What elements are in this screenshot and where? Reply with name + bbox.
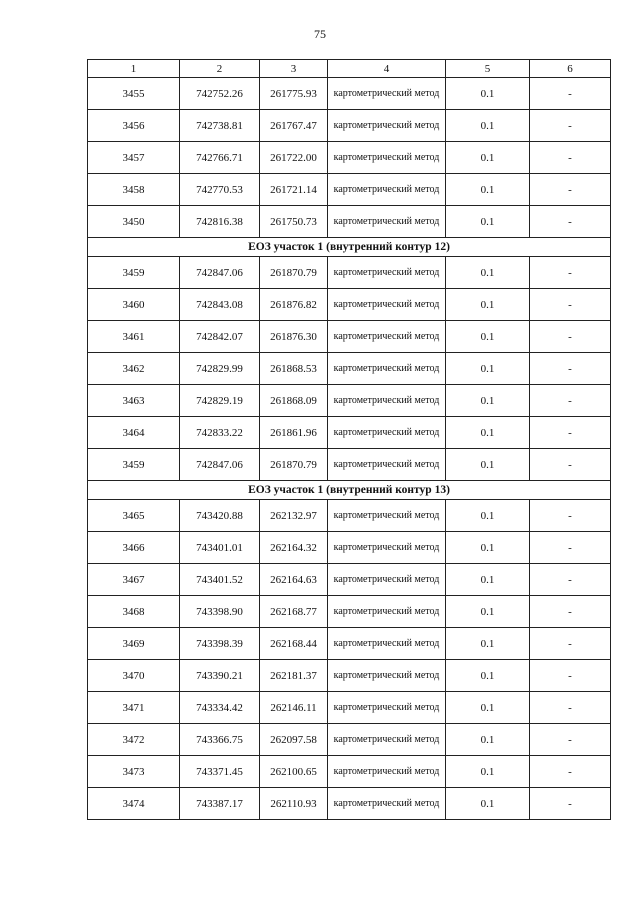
accuracy-cell: 0.1 xyxy=(446,692,530,724)
note-cell: - xyxy=(530,500,611,532)
method-cell: картометрический метод xyxy=(328,449,446,481)
method-cell: картометрический метод xyxy=(328,788,446,820)
section-title: ЕОЗ участок 1 (внутренний контур 12) xyxy=(88,238,611,257)
point-number-cell: 3457 xyxy=(88,142,180,174)
method-cell: картометрический метод xyxy=(328,724,446,756)
point-number-cell: 3467 xyxy=(88,564,180,596)
point-number-cell: 3460 xyxy=(88,289,180,321)
y-coordinate-cell: 262100.65 xyxy=(260,756,328,788)
point-number-cell: 3470 xyxy=(88,660,180,692)
column-header-2: 2 xyxy=(180,60,260,78)
accuracy-cell: 0.1 xyxy=(446,289,530,321)
table-row xyxy=(88,110,611,142)
accuracy-cell: 0.1 xyxy=(446,174,530,206)
accuracy-cell: 0.1 xyxy=(446,788,530,820)
method-cell: картометрический метод xyxy=(328,596,446,628)
y-coordinate-cell: 262146.11 xyxy=(260,692,328,724)
method-cell: картометрический метод xyxy=(328,628,446,660)
table-row xyxy=(88,596,611,628)
note-cell: - xyxy=(530,174,611,206)
method-cell: картометрический метод xyxy=(328,321,446,353)
note-cell: - xyxy=(530,564,611,596)
x-coordinate-cell: 742847.06 xyxy=(180,449,260,481)
column-header-3: 3 xyxy=(260,60,328,78)
accuracy-cell: 0.1 xyxy=(446,78,530,110)
x-coordinate-cell: 742829.19 xyxy=(180,385,260,417)
table-row xyxy=(88,449,611,481)
method-cell: картометрический метод xyxy=(328,385,446,417)
method-cell: картометрический метод xyxy=(328,142,446,174)
note-cell: - xyxy=(530,206,611,238)
y-coordinate-cell: 262181.37 xyxy=(260,660,328,692)
accuracy-cell: 0.1 xyxy=(446,724,530,756)
y-coordinate-cell: 261870.79 xyxy=(260,449,328,481)
y-coordinate-cell: 261876.82 xyxy=(260,289,328,321)
method-cell: картометрический метод xyxy=(328,500,446,532)
accuracy-cell: 0.1 xyxy=(446,417,530,449)
x-coordinate-cell: 743401.01 xyxy=(180,532,260,564)
note-cell: - xyxy=(530,257,611,289)
table-row xyxy=(88,174,611,206)
method-cell: картометрический метод xyxy=(328,564,446,596)
x-coordinate-cell: 743398.39 xyxy=(180,628,260,660)
table-row xyxy=(88,628,611,660)
x-coordinate-cell: 742752.26 xyxy=(180,78,260,110)
table-row xyxy=(88,385,611,417)
x-coordinate-cell: 743390.21 xyxy=(180,660,260,692)
y-coordinate-cell: 261861.96 xyxy=(260,417,328,449)
x-coordinate-cell: 743420.88 xyxy=(180,500,260,532)
column-header-6: 6 xyxy=(530,60,611,78)
table-row xyxy=(88,756,611,788)
header-row xyxy=(88,60,611,78)
note-cell: - xyxy=(530,417,611,449)
point-number-cell: 3463 xyxy=(88,385,180,417)
table-row xyxy=(88,500,611,532)
y-coordinate-cell: 262132.97 xyxy=(260,500,328,532)
method-cell: картометрический метод xyxy=(328,660,446,692)
point-number-cell: 3466 xyxy=(88,532,180,564)
y-coordinate-cell: 261722.00 xyxy=(260,142,328,174)
table-row xyxy=(88,692,611,724)
table-row xyxy=(88,353,611,385)
note-cell: - xyxy=(530,532,611,564)
point-number-cell: 3473 xyxy=(88,756,180,788)
x-coordinate-cell: 742843.08 xyxy=(180,289,260,321)
point-number-cell: 3459 xyxy=(88,449,180,481)
y-coordinate-cell: 261767.47 xyxy=(260,110,328,142)
accuracy-cell: 0.1 xyxy=(446,628,530,660)
y-coordinate-cell: 261870.79 xyxy=(260,257,328,289)
column-header-1: 1 xyxy=(88,60,180,78)
y-coordinate-cell: 261750.73 xyxy=(260,206,328,238)
table-row xyxy=(88,564,611,596)
point-number-cell: 3462 xyxy=(88,353,180,385)
table-body xyxy=(88,78,611,820)
y-coordinate-cell: 261876.30 xyxy=(260,321,328,353)
note-cell: - xyxy=(530,449,611,481)
point-number-cell: 3464 xyxy=(88,417,180,449)
method-cell: картометрический метод xyxy=(328,692,446,724)
accuracy-cell: 0.1 xyxy=(446,756,530,788)
accuracy-cell: 0.1 xyxy=(446,449,530,481)
y-coordinate-cell: 261721.14 xyxy=(260,174,328,206)
note-cell: - xyxy=(530,289,611,321)
table-row xyxy=(88,788,611,820)
x-coordinate-cell: 742842.07 xyxy=(180,321,260,353)
note-cell: - xyxy=(530,321,611,353)
accuracy-cell: 0.1 xyxy=(446,596,530,628)
x-coordinate-cell: 742770.53 xyxy=(180,174,260,206)
accuracy-cell: 0.1 xyxy=(446,500,530,532)
table-row xyxy=(88,289,611,321)
x-coordinate-cell: 742738.81 xyxy=(180,110,260,142)
table-row xyxy=(88,417,611,449)
point-number-cell: 3455 xyxy=(88,78,180,110)
method-cell: картометрический метод xyxy=(328,289,446,321)
accuracy-cell: 0.1 xyxy=(446,564,530,596)
x-coordinate-cell: 743371.45 xyxy=(180,756,260,788)
accuracy-cell: 0.1 xyxy=(446,660,530,692)
point-number-cell: 3459 xyxy=(88,257,180,289)
method-cell: картометрический метод xyxy=(328,417,446,449)
coordinates-table xyxy=(87,59,611,820)
point-number-cell: 3461 xyxy=(88,321,180,353)
y-coordinate-cell: 261868.09 xyxy=(260,385,328,417)
note-cell: - xyxy=(530,353,611,385)
x-coordinate-cell: 742833.22 xyxy=(180,417,260,449)
note-cell: - xyxy=(530,142,611,174)
point-number-cell: 3468 xyxy=(88,596,180,628)
x-coordinate-cell: 742847.06 xyxy=(180,257,260,289)
y-coordinate-cell: 261775.93 xyxy=(260,78,328,110)
table-row xyxy=(88,257,611,289)
point-number-cell: 3471 xyxy=(88,692,180,724)
column-header-4: 4 xyxy=(328,60,446,78)
section-title: ЕОЗ участок 1 (внутренний контур 13) xyxy=(88,481,611,500)
method-cell: картометрический метод xyxy=(328,353,446,385)
note-cell: - xyxy=(530,724,611,756)
method-cell: картометрический метод xyxy=(328,756,446,788)
section-row xyxy=(88,481,611,500)
method-cell: картометрический метод xyxy=(328,257,446,289)
note-cell: - xyxy=(530,78,611,110)
point-number-cell: 3474 xyxy=(88,788,180,820)
table-row xyxy=(88,142,611,174)
accuracy-cell: 0.1 xyxy=(446,353,530,385)
note-cell: - xyxy=(530,385,611,417)
table-row xyxy=(88,78,611,110)
note-cell: - xyxy=(530,628,611,660)
note-cell: - xyxy=(530,788,611,820)
x-coordinate-cell: 743401.52 xyxy=(180,564,260,596)
x-coordinate-cell: 742816.38 xyxy=(180,206,260,238)
y-coordinate-cell: 262168.44 xyxy=(260,628,328,660)
y-coordinate-cell: 262164.32 xyxy=(260,532,328,564)
table-row xyxy=(88,660,611,692)
method-cell: картометрический метод xyxy=(328,532,446,564)
point-number-cell: 3458 xyxy=(88,174,180,206)
table-row xyxy=(88,532,611,564)
method-cell: картометрический метод xyxy=(328,206,446,238)
x-coordinate-cell: 743334.42 xyxy=(180,692,260,724)
note-cell: - xyxy=(530,110,611,142)
point-number-cell: 3469 xyxy=(88,628,180,660)
point-number-cell: 3456 xyxy=(88,110,180,142)
y-coordinate-cell: 262164.63 xyxy=(260,564,328,596)
point-number-cell: 3472 xyxy=(88,724,180,756)
accuracy-cell: 0.1 xyxy=(446,321,530,353)
table-row xyxy=(88,206,611,238)
note-cell: - xyxy=(530,756,611,788)
x-coordinate-cell: 742829.99 xyxy=(180,353,260,385)
accuracy-cell: 0.1 xyxy=(446,142,530,174)
note-cell: - xyxy=(530,692,611,724)
accuracy-cell: 0.1 xyxy=(446,532,530,564)
point-number-cell: 3450 xyxy=(88,206,180,238)
y-coordinate-cell: 262110.93 xyxy=(260,788,328,820)
x-coordinate-cell: 742766.71 xyxy=(180,142,260,174)
y-coordinate-cell: 262097.58 xyxy=(260,724,328,756)
table-row xyxy=(88,321,611,353)
accuracy-cell: 0.1 xyxy=(446,206,530,238)
note-cell: - xyxy=(530,660,611,692)
accuracy-cell: 0.1 xyxy=(446,385,530,417)
page-number: 75 xyxy=(314,27,326,41)
note-cell: - xyxy=(530,596,611,628)
x-coordinate-cell: 743398.90 xyxy=(180,596,260,628)
x-coordinate-cell: 743366.75 xyxy=(180,724,260,756)
accuracy-cell: 0.1 xyxy=(446,110,530,142)
point-number-cell: 3465 xyxy=(88,500,180,532)
y-coordinate-cell: 261868.53 xyxy=(260,353,328,385)
section-row xyxy=(88,238,611,257)
y-coordinate-cell: 262168.77 xyxy=(260,596,328,628)
method-cell: картометрический метод xyxy=(328,78,446,110)
column-header-5: 5 xyxy=(446,60,530,78)
x-coordinate-cell: 743387.17 xyxy=(180,788,260,820)
accuracy-cell: 0.1 xyxy=(446,257,530,289)
method-cell: картометрический метод xyxy=(328,174,446,206)
table-row xyxy=(88,724,611,756)
method-cell: картометрический метод xyxy=(328,110,446,142)
